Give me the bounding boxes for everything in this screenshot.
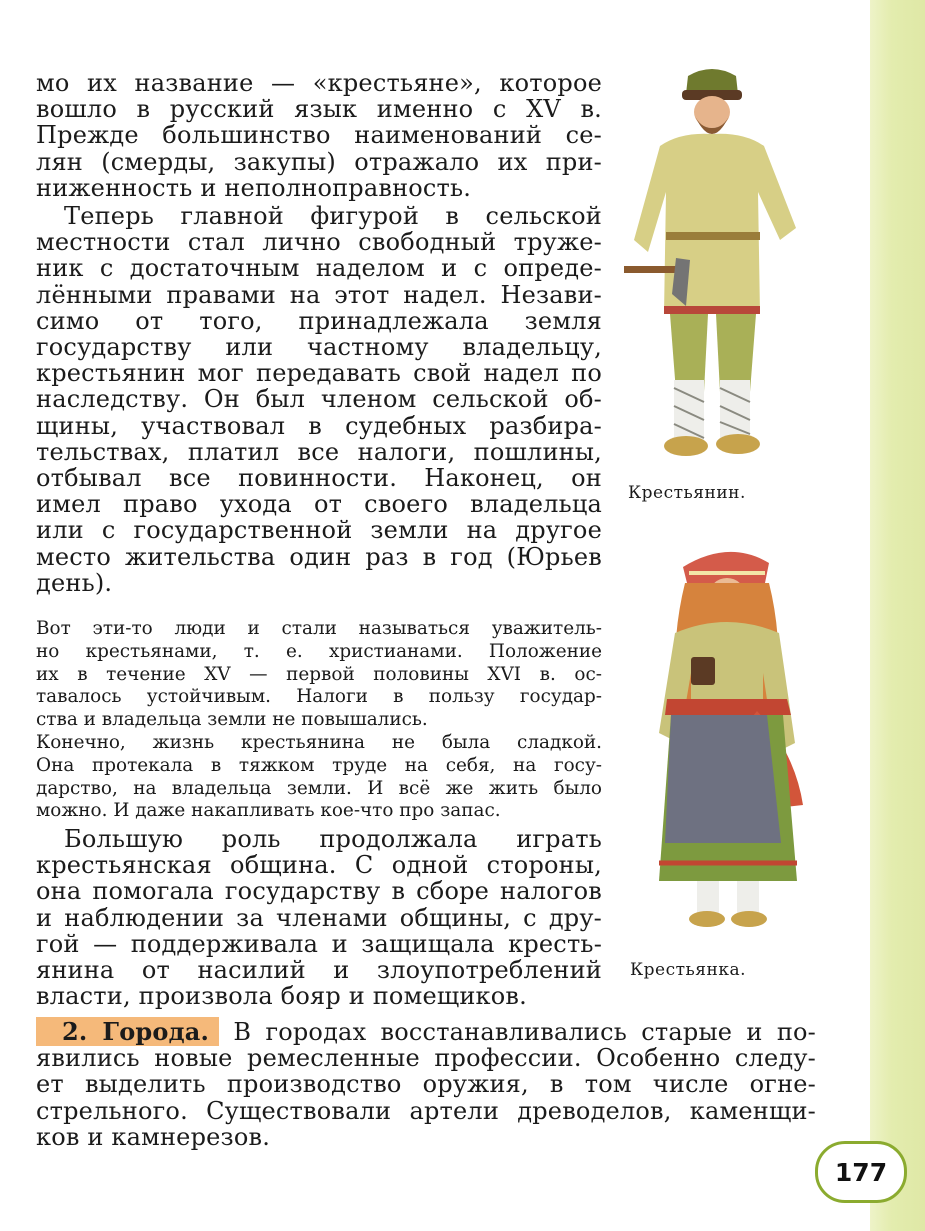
text-line: янина от насилий и злоупотреблений	[36, 956, 602, 985]
text-line: гой — поддерживала и защищала кресть-	[36, 929, 602, 958]
text-line: лёнными правами на этот надел. Незави-	[36, 280, 602, 309]
text-line: место жительства один раз в год (Юрьев	[36, 542, 602, 571]
text-line: Вот эти-то люди и стали называться уважитель-	[36, 618, 602, 639]
text-line: местности стал лично свободный труже-	[36, 228, 602, 257]
text-line: крестьянин мог передавать свой надел по	[36, 359, 602, 388]
text-line: мо их название — «крестьяне», которое	[36, 69, 602, 97]
text-line: власти, произвола бояр и помещиков.	[36, 982, 527, 1011]
text-line: вошло в русский язык именно с XV в.	[36, 95, 602, 124]
peasant-man-illustration	[620, 62, 805, 462]
text-line: Теперь главной фигурой в сельской	[64, 202, 602, 230]
text-line: или с государственной земли на другое	[36, 516, 602, 545]
text-line: тавалось устойчивым. Налоги в пользу государ-	[36, 686, 602, 708]
small-print-block	[36, 618, 602, 823]
text-line: и наблюдении за членами общины, с дру-	[36, 903, 602, 932]
text-line: ет выделить производство оружия, в том числе огне-	[36, 1070, 816, 1099]
page-number: 177	[815, 1141, 907, 1203]
page-margin-strip	[870, 0, 925, 1231]
section-heading: 2. Города.	[36, 1017, 219, 1046]
text-line: Большую роль продолжала играть	[64, 825, 602, 853]
text-line: она помогала государству в сборе налогов	[36, 877, 602, 906]
text-line: Она протекала в тяжком труде на себя, на госу-	[36, 754, 602, 776]
text-line: имел право ухода от своего владельца	[36, 490, 602, 519]
text-line: наследству. Он был членом сельской об-	[36, 385, 602, 414]
text-line: симо от того, принадлежала земля	[36, 306, 602, 335]
text-line	[36, 1019, 816, 1045]
text-line: день).	[36, 568, 113, 597]
text-line: ков и камнерезов.	[36, 1122, 271, 1151]
text-line: их в течение XV — первой половины XVI в. ос-	[36, 663, 602, 685]
text-line: крестьянская община. С одной стороны,	[36, 851, 602, 880]
section-2-paragraph	[36, 1019, 816, 1150]
text-line-rest: В городах восстанавливались старые и по-	[233, 1018, 816, 1046]
text-line: отбывал все повинности. Наконец, он	[36, 464, 602, 493]
text-line: можно. И даже накапливать кое-что про запас.	[36, 800, 501, 822]
peasant-woman-illustration	[645, 543, 810, 938]
text-line: ник с достаточным наделом и с опреде-	[36, 254, 602, 283]
paragraph-3	[36, 826, 602, 1009]
text-line: дарство, на владельца земли. И всё же жить было	[36, 777, 602, 799]
paragraph-1	[36, 70, 602, 201]
caption-peasant-woman: Крестьянка.	[630, 960, 746, 980]
text-line: ниженность и неполноправность.	[36, 173, 472, 202]
text-line: лян (смерды, закупы) отражало их при-	[36, 147, 602, 176]
caption-peasant-man: Крестьянин.	[628, 483, 746, 503]
text-line: государству или частному владельцу,	[36, 333, 602, 362]
text-line: явились новые ремесленные профессии. Особенно следу-	[36, 1044, 816, 1073]
paragraph-2	[36, 203, 602, 596]
text-line: Конечно, жизнь крестьянина не была сладкой.	[36, 731, 602, 753]
text-line: стрельного. Существовали артели древоделов, каменщи-	[36, 1096, 816, 1125]
text-line: Прежде большинство наименований се-	[36, 121, 602, 150]
text-line: ства и владельца земли не повышались.	[36, 709, 428, 731]
text-line: но крестьянами, т. е. христианами. Положение	[36, 640, 602, 662]
text-line: тельствах, платил все налоги, пошлины,	[36, 437, 602, 466]
text-line: щины, участвовал в судебных разбира-	[36, 411, 602, 440]
